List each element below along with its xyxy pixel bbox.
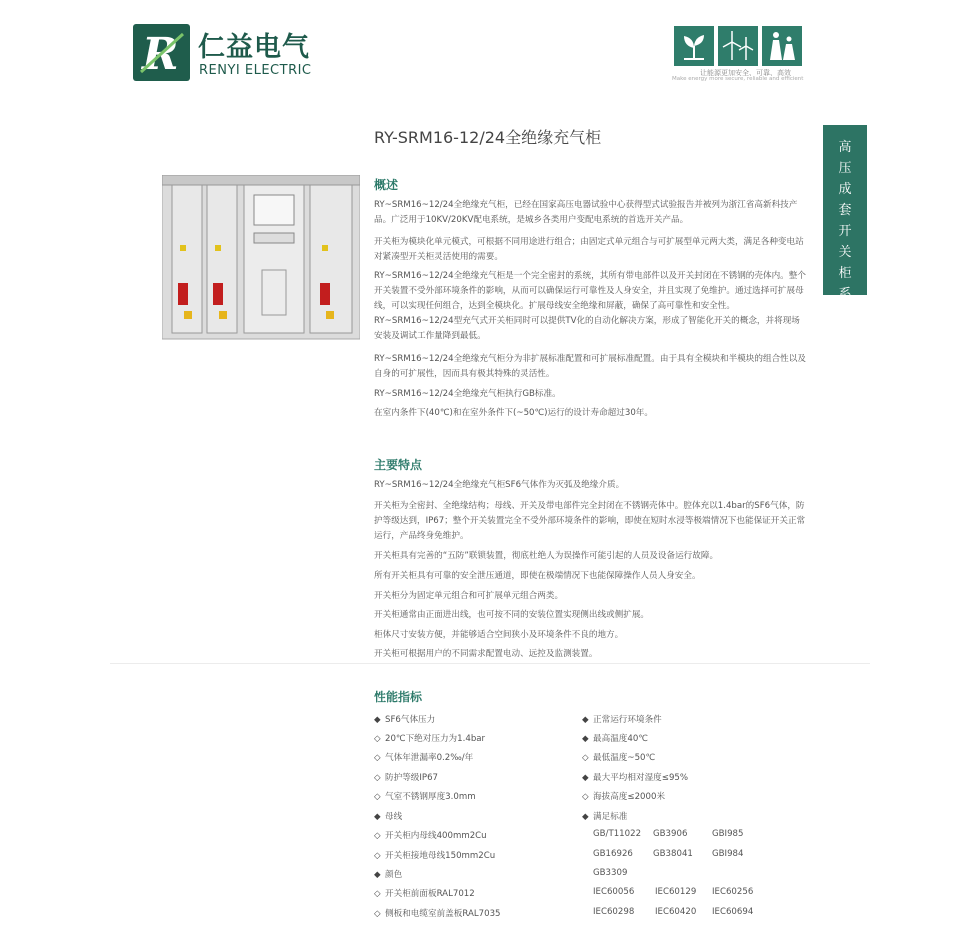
spec-item: ◆ 母线 — [374, 812, 403, 822]
overview-paragraph: RY~SRM16~12/24全绝缘充气柜分为非扩展标准配置和可扩展标准配置。由于具有全模块和半模块的组合性以及自身的可扩展性，因而具有极其特殊的灵活性。 — [374, 354, 806, 379]
spec-item: ◇ 气体年泄漏率0.2‰/年 — [374, 753, 474, 763]
svg-text:R: R — [142, 29, 179, 80]
tab-char: 套 — [838, 203, 852, 218]
standard-code: GB3309 — [593, 868, 628, 878]
overview-paragraph: 在室内条件下(40℃)和在室外条件下(~50℃)运行的设计寿命超过30年。 — [374, 408, 653, 418]
overview-paragraph: 开关柜为模块化单元模式，可根据不同用途进行组合；由固定式单元组合与可扩展型单元两大类，满足各种变电站对紧凑型开关柜灵活使用的需要。 — [374, 237, 804, 262]
plant-icon — [674, 26, 714, 66]
features-paragraph: 开关柜可根据用户的不同需求配置电动、远控及监测装置。 — [374, 649, 598, 659]
specs-title: 性能指标 — [374, 690, 423, 704]
spec-item: ◇ 海拔高度≤2000米 — [582, 792, 666, 802]
spec-item: ◇ 最低温度~50℃ — [582, 753, 656, 763]
spec-item: ◆ 颜色 — [374, 870, 403, 880]
switchgear-cabinet-image — [162, 175, 360, 343]
tab-char: 系 — [838, 287, 852, 302]
standard-code: GB16926 — [593, 849, 633, 859]
tab-char: 开 — [838, 224, 852, 239]
features-paragraph: RY~SRM16~12/24全绝缘充气柜SF6气体作为灭弧及绝缘介质。 — [374, 480, 625, 490]
spec-item: ◆ SF6气体压力 — [374, 715, 436, 725]
tab-char: 压 — [838, 161, 852, 176]
section-divider — [110, 663, 870, 664]
standard-code: GBI984 — [712, 849, 744, 859]
brand-name-cn: 仁益电气 — [198, 32, 310, 63]
features-paragraph: 所有开关柜具有可靠的安全泄压通道，即使在极端情况下也能保障操作人员人身安全。 — [374, 571, 701, 581]
spec-item: ◆ 满足标准 — [582, 812, 628, 822]
tab-char: 关 — [838, 245, 852, 260]
tab-char: 柜 — [838, 266, 852, 281]
spec-item: ◇ 防护等级IP67 — [374, 773, 439, 783]
product-title: RY-SRM16-12/24全绝缘充气柜 — [374, 128, 602, 147]
slogan-en: Make energy more secure, reliable and efficient — [672, 76, 804, 82]
features-title: 主要特点 — [374, 458, 423, 472]
features-paragraph: 开关柜为全密封、全绝缘结构；母线、开关及带电部件完全封闭在不锈钢壳体中。腔体充以1.4bar的SF6气体，防护等级达到，IP67；整个开关装置完全不受外部环境条件的影响，即使在短时水浸等极端情况下也能保证开关正常运行，产品终身免维护。 — [374, 501, 806, 541]
tab-char: 成 — [838, 182, 852, 197]
standard-code: GB38041 — [653, 849, 693, 859]
tab-char: 列 — [838, 308, 852, 323]
standard-code: IEC60298 — [593, 907, 635, 917]
spec-item: ◇ 侧板和电缆室前盖板RAL7035 — [374, 909, 501, 919]
features-paragraph: 柜体尺寸安装方便，并能够适合空间狭小及环境条件不良的地方。 — [374, 630, 624, 640]
spec-item: ◇ 20℃下绝对压力为1.4bar — [374, 734, 486, 744]
renyi-logo-icon — [133, 24, 190, 81]
series-side-tab[interactable] — [823, 125, 867, 323]
standard-code: IEC60056 — [593, 887, 635, 897]
standard-code: IEC60256 — [712, 887, 754, 897]
overview-paragraph: RY~SRM16~12/24全绝缘充气柜，已经在国家高压电器试验中心获得型式试验报告并被列为浙江省高新科技产品。广泛用于10KV/20KV配电系统，是城乡各类用户变配电系统的首选开关产品。 — [374, 200, 798, 225]
wind-turbine-icon — [718, 26, 758, 66]
power-plant-icon — [762, 26, 802, 66]
standard-code: IEC60694 — [712, 907, 754, 917]
spec-item: ◇ 开关柜前面板RAL7012 — [374, 889, 475, 899]
features-paragraph: 开关柜具有完善的“五防”联锁装置，彻底杜绝人为误操作可能引起的人员及设备运行故障。 — [374, 551, 719, 561]
standard-code: IEC60420 — [655, 907, 697, 917]
spec-item: ◇ 开关柜内母线400mm2Cu — [374, 831, 487, 841]
spec-item: ◆ 正常运行环境条件 — [582, 715, 662, 725]
standard-code: IEC60129 — [655, 887, 697, 897]
spec-item: ◇ 开关柜接地母线150mm2Cu — [374, 851, 496, 861]
overview-paragraph: RY~SRM16~12/24全绝缘充气柜是一个完全密封的系统，其所有带电部件以及开关封闭在不锈钢的壳体内。整个开关装置不受外部环境条件的影响，从而可以确保运行可靠性及人身安全，并且实现了免维护。通过选择可扩展母线，可以实现任何组合，达到全模块化。扩展母线安全绝缘和屏蔽，确保了高可靠性和安全性。RY~SRM16~12/24型充气式开关柜同时可以提供TV化的自动化解决方案，形成了智能化开关的概念，并将现场安装及调试工作量降到最低。 — [374, 271, 806, 341]
brand-name-en: RENYI ELECTRIC — [199, 63, 312, 78]
features-paragraph: 开关柜分为固定单元组合和可扩展单元组合两类。 — [374, 591, 564, 601]
tab-char: 高 — [838, 140, 852, 155]
overview-paragraph: RY~SRM16~12/24全绝缘充气柜执行GB标准。 — [374, 389, 561, 399]
spec-item: ◆ 最高温度40℃ — [582, 734, 648, 744]
spec-item: ◇ 气室不锈钢厚度3.0mm — [374, 792, 476, 802]
slogan-cn: 让能源更加安全、可靠、高效 — [700, 69, 791, 77]
features-paragraph: 开关柜通常由正面进出线，也可按不同的安装位置实现侧出线或侧扩展。 — [374, 610, 650, 620]
standard-code: GB/T11022 — [593, 829, 642, 839]
standard-code: GBI985 — [712, 829, 744, 839]
overview-title: 概述 — [374, 178, 399, 192]
standard-code: GB3906 — [653, 829, 688, 839]
spec-item: ◆ 最大平均相对湿度≤95% — [582, 773, 689, 783]
